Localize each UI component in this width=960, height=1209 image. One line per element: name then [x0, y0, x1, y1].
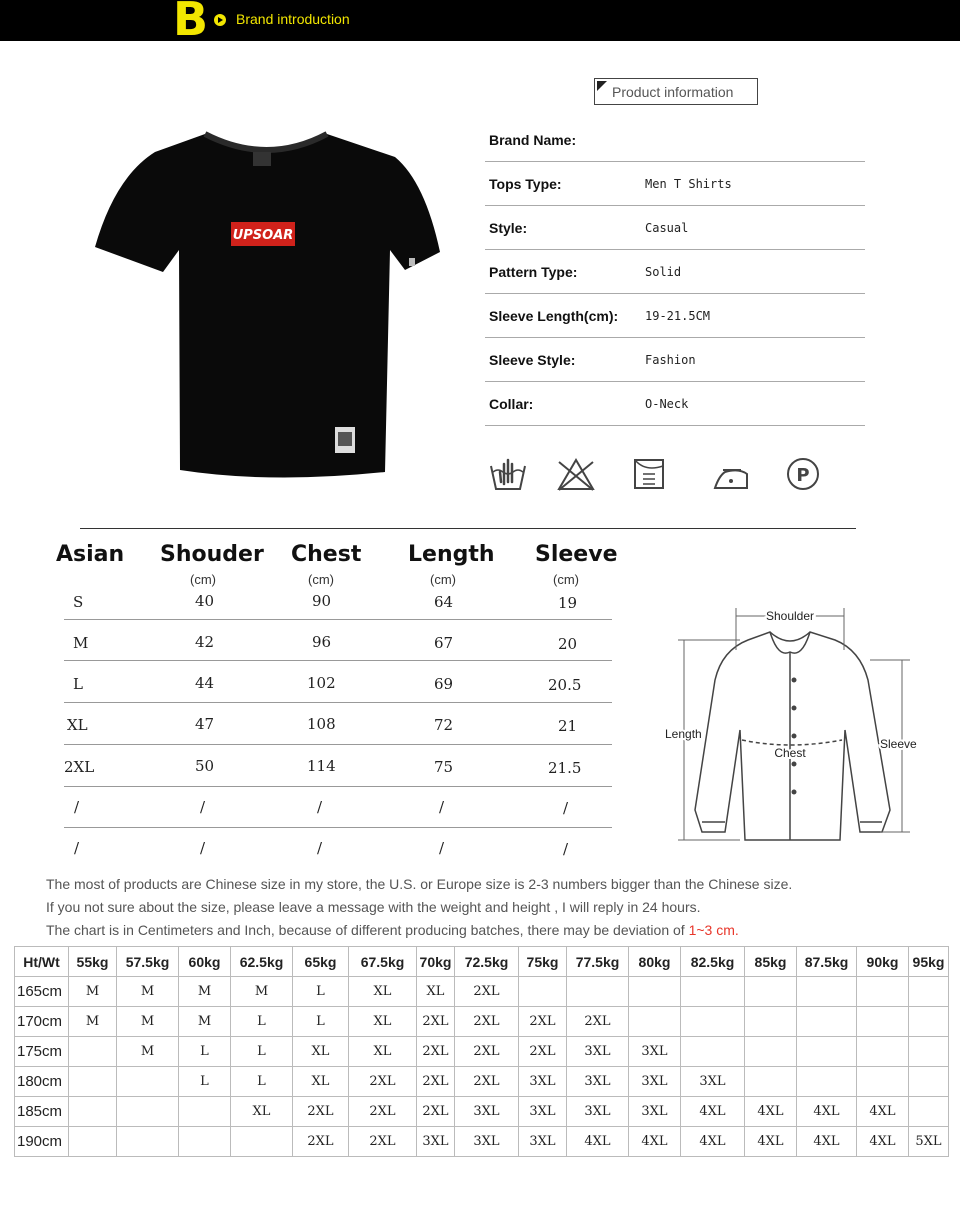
size-cell: 21.5	[548, 759, 582, 777]
hw-header: 60kg	[179, 947, 231, 977]
hw-header: 77.5kg	[567, 947, 629, 977]
spec-value: Casual	[645, 221, 689, 235]
hw-cell	[797, 1007, 857, 1037]
row-divider	[64, 619, 612, 620]
hw-row	[15, 1097, 949, 1127]
hw-cell: M	[69, 1007, 117, 1037]
hw-cell: L	[179, 1067, 231, 1097]
hw-cell: M	[179, 977, 231, 1007]
spec-row-brand	[485, 118, 865, 162]
deviation-highlight: 1~3 cm.	[688, 922, 739, 938]
size-cell: /	[563, 840, 569, 858]
hw-cell	[69, 1097, 117, 1127]
hw-cell	[909, 977, 949, 1007]
hw-cell	[857, 1007, 909, 1037]
hw-header: 87.5kg	[797, 947, 857, 977]
size-cell: L	[73, 675, 83, 693]
hw-cell: 2XL	[417, 1007, 455, 1037]
size-header-asian: Asian	[56, 542, 125, 567]
diagram-label-length: Length	[665, 727, 702, 741]
unit-label: (cm)	[190, 572, 216, 587]
hw-header: 67.5kg	[349, 947, 417, 977]
size-cell: 2XL	[64, 758, 95, 776]
hw-cell	[797, 1037, 857, 1067]
size-cell: /	[317, 839, 323, 857]
hw-row	[15, 1037, 949, 1067]
hw-cell: XL	[349, 977, 417, 1007]
hw-cell	[909, 1007, 949, 1037]
size-cell: 90	[312, 592, 332, 610]
size-cell: 114	[307, 757, 336, 775]
hw-cell	[681, 977, 745, 1007]
spec-key: Brand Name:	[489, 132, 577, 148]
size-cell: M	[73, 634, 89, 652]
row-divider	[64, 744, 612, 745]
hw-header: 80kg	[629, 947, 681, 977]
hw-cell	[681, 1037, 745, 1067]
hw-cell: 3XL	[519, 1097, 567, 1127]
spec-row-pattern	[485, 250, 865, 294]
hw-cell: XL	[349, 1037, 417, 1067]
hw-row-height: 175cm	[15, 1037, 69, 1067]
size-cell: 20	[558, 635, 578, 653]
banner-title: Brand introduction	[236, 11, 350, 27]
hw-cell	[745, 1037, 797, 1067]
hw-cell: 3XL	[455, 1127, 519, 1157]
size-cell: 21	[558, 717, 578, 735]
hw-cell	[857, 1037, 909, 1067]
hw-cell	[231, 1127, 293, 1157]
hw-cell: 3XL	[455, 1097, 519, 1127]
dry-clean-icon	[784, 456, 824, 492]
spec-key: Sleeve Length(cm):	[489, 308, 619, 324]
line-dry-icon	[631, 456, 671, 492]
banner-letter: B	[173, 0, 209, 46]
spec-value: Men T Shirts	[645, 177, 732, 191]
hw-cell: 3XL	[629, 1097, 681, 1127]
hw-cell: 3XL	[629, 1067, 681, 1097]
hw-cell	[797, 1067, 857, 1097]
spec-row-style	[485, 206, 865, 250]
spec-row-collar	[485, 382, 865, 426]
hw-cell: 2XL	[519, 1037, 567, 1067]
hw-cell: 4XL	[567, 1127, 629, 1157]
hw-cell	[69, 1037, 117, 1067]
size-note-3	[46, 922, 739, 938]
diagram-label-shoulder: Shoulder	[765, 609, 815, 623]
size-cell: 50	[195, 757, 215, 775]
hw-cell	[857, 1067, 909, 1097]
size-header-length: Length	[408, 542, 495, 567]
spec-row-sleeve-style	[485, 338, 865, 382]
size-cell: XL	[67, 716, 88, 734]
note-text: The chart is in Centimeters and Inch, because of different producing batches, there may be deviation of	[46, 922, 689, 938]
hw-cell: M	[117, 1037, 179, 1067]
hw-cell	[909, 1067, 949, 1097]
hw-cell: 3XL	[681, 1067, 745, 1097]
hw-cell: 2XL	[293, 1097, 349, 1127]
hw-cell: 3XL	[629, 1037, 681, 1067]
hw-header: 65kg	[293, 947, 349, 977]
size-cell: /	[200, 798, 206, 816]
size-cell: 47	[195, 715, 215, 733]
size-note-1: The most of products are Chinese size in my store, the U.S. or Europe size is 2-3 numbers bigger than the Chinese size.	[46, 876, 793, 892]
spec-value: Fashion	[645, 353, 696, 367]
hw-cell: 4XL	[857, 1097, 909, 1127]
row-divider	[64, 702, 612, 703]
size-cell: 108	[307, 715, 336, 733]
hw-row-height: 190cm	[15, 1127, 69, 1157]
hw-cell: 2XL	[293, 1127, 349, 1157]
hw-cell: L	[293, 1007, 349, 1037]
hw-cell: 2XL	[417, 1037, 455, 1067]
size-cell: 44	[195, 674, 215, 692]
hw-header: 55kg	[69, 947, 117, 977]
shirt-logo-text: UPSOAR	[232, 228, 294, 243]
hw-header: 95kg	[909, 947, 949, 977]
hw-cell	[745, 1067, 797, 1097]
size-cell: /	[200, 839, 206, 857]
hw-cell: 3XL	[417, 1127, 455, 1157]
hw-cell	[909, 1097, 949, 1127]
hw-cell: M	[179, 1007, 231, 1037]
row-divider	[64, 660, 612, 661]
hw-header: 75kg	[519, 947, 567, 977]
hw-cell	[117, 1067, 179, 1097]
hw-cell: 3XL	[519, 1127, 567, 1157]
hw-cell: XL	[293, 1067, 349, 1097]
size-header-chest: Chest	[291, 542, 362, 567]
size-cell: 40	[195, 592, 215, 610]
spec-key: Tops Type:	[489, 176, 562, 192]
size-cell: 42	[195, 633, 215, 651]
size-header-shoulder: Shouder	[160, 542, 264, 567]
hw-cell: 2XL	[349, 1067, 417, 1097]
hw-header: 70kg	[417, 947, 455, 977]
unit-label: (cm)	[430, 572, 456, 587]
hw-cell: XL	[417, 977, 455, 1007]
hw-cell: 2XL	[455, 1067, 519, 1097]
size-header-sleeve: Sleeve	[535, 542, 618, 567]
size-note-2: If you not sure about the size, please leave a message with the weight and height , I will reply in 24 hours.	[46, 899, 701, 915]
no-bleach-icon	[556, 456, 596, 492]
hw-cell: 2XL	[349, 1097, 417, 1127]
hw-cell: 2XL	[417, 1097, 455, 1127]
hw-row	[15, 1007, 949, 1037]
hw-cell: 4XL	[857, 1127, 909, 1157]
hw-cell	[745, 977, 797, 1007]
size-cell: /	[439, 839, 445, 857]
hw-cell	[629, 1007, 681, 1037]
size-cell: 67	[434, 634, 454, 652]
iron-low-icon	[711, 456, 751, 492]
hw-header: 62.5kg	[231, 947, 293, 977]
hw-header: 90kg	[857, 947, 909, 977]
svg-text:P: P	[796, 465, 810, 486]
spec-row-sleeve-length	[485, 294, 865, 338]
hw-header-row	[15, 947, 949, 977]
hw-cell: XL	[231, 1097, 293, 1127]
hw-row	[15, 1067, 949, 1097]
size-cell: /	[74, 839, 80, 857]
hw-cell: 2XL	[455, 1007, 519, 1037]
hw-cell: 3XL	[519, 1067, 567, 1097]
spec-value: Solid	[645, 265, 682, 279]
hw-header: Ht/Wt	[15, 947, 69, 977]
hw-cell: M	[117, 1007, 179, 1037]
hw-cell	[117, 1127, 179, 1157]
size-cell: /	[74, 798, 80, 816]
hw-header: 82.5kg	[681, 947, 745, 977]
spec-row-tops-type	[485, 162, 865, 206]
height-weight-table	[14, 946, 949, 1157]
product-info-title: Product information	[612, 84, 734, 100]
hw-cell: 4XL	[745, 1127, 797, 1157]
unit-label: (cm)	[553, 572, 579, 587]
hw-cell	[179, 1127, 231, 1157]
spec-key: Pattern Type:	[489, 264, 578, 280]
hw-cell	[179, 1097, 231, 1127]
hw-cell	[69, 1067, 117, 1097]
hw-cell: 2XL	[455, 1037, 519, 1067]
size-cell: 19	[558, 594, 578, 612]
product-info-heading	[594, 78, 758, 105]
hw-cell: 3XL	[567, 1037, 629, 1067]
diagram-label-chest: Chest	[774, 746, 806, 760]
hw-cell: 4XL	[681, 1127, 745, 1157]
hw-cell: 4XL	[629, 1127, 681, 1157]
spec-key: Collar:	[489, 396, 534, 412]
unit-label: (cm)	[308, 572, 334, 587]
hw-row	[15, 977, 949, 1007]
hw-cell: 4XL	[797, 1127, 857, 1157]
spec-value: 19-21.5CM	[645, 309, 711, 323]
hw-cell: M	[69, 977, 117, 1007]
hw-header: 57.5kg	[117, 947, 179, 977]
size-cell: 72	[434, 716, 454, 734]
section-divider	[80, 528, 856, 529]
hw-cell: 3XL	[567, 1097, 629, 1127]
spec-key: Style:	[489, 220, 528, 236]
hw-row	[15, 1127, 949, 1157]
hw-row-height: 180cm	[15, 1067, 69, 1097]
hw-cell: 2XL	[455, 977, 519, 1007]
hw-cell	[745, 1007, 797, 1037]
hw-header: 85kg	[745, 947, 797, 977]
size-cell: 96	[312, 633, 332, 651]
brand-banner	[0, 0, 960, 46]
hw-cell	[117, 1097, 179, 1127]
hw-cell	[567, 977, 629, 1007]
hw-cell: 2XL	[567, 1007, 629, 1037]
hw-cell: 2XL	[417, 1067, 455, 1097]
size-cell: /	[563, 799, 569, 817]
hw-cell: XL	[349, 1007, 417, 1037]
hw-cell: 4XL	[681, 1097, 745, 1127]
hw-cell: 3XL	[567, 1067, 629, 1097]
spec-value: O-Neck	[645, 397, 689, 411]
hw-cell	[909, 1037, 949, 1067]
hw-cell	[857, 977, 909, 1007]
hw-cell	[519, 977, 567, 1007]
size-cell: 64	[434, 593, 454, 611]
hw-cell	[681, 1007, 745, 1037]
hw-cell: XL	[293, 1037, 349, 1067]
size-cell: /	[439, 798, 445, 816]
hw-row-height: 165cm	[15, 977, 69, 1007]
hw-cell: M	[117, 977, 179, 1007]
size-cell: S	[73, 593, 84, 611]
hw-row-height: 185cm	[15, 1097, 69, 1127]
size-cell: /	[317, 798, 323, 816]
diagram-label-sleeve: Sleeve	[880, 737, 917, 751]
hw-cell: L	[179, 1037, 231, 1067]
size-cell: 75	[434, 758, 454, 776]
hw-cell: 4XL	[797, 1097, 857, 1127]
play-circle-icon	[214, 14, 226, 26]
hw-cell: 5XL	[909, 1127, 949, 1157]
row-divider	[64, 786, 612, 787]
hw-cell	[629, 977, 681, 1007]
hw-cell: M	[231, 977, 293, 1007]
measurement-diagram	[660, 600, 920, 850]
hw-row-height: 170cm	[15, 1007, 69, 1037]
hw-cell: 4XL	[745, 1097, 797, 1127]
hw-cell	[69, 1127, 117, 1157]
hand-wash-icon	[488, 456, 528, 492]
hw-cell: L	[231, 1067, 293, 1097]
hw-cell	[797, 977, 857, 1007]
hw-cell: L	[231, 1037, 293, 1067]
size-cell: 69	[434, 675, 454, 693]
hw-cell: 2XL	[519, 1007, 567, 1037]
size-cell: 102	[307, 674, 336, 692]
hw-cell: L	[231, 1007, 293, 1037]
tshirt-image	[95, 122, 440, 492]
spec-key: Sleeve Style:	[489, 352, 576, 368]
hw-cell: L	[293, 977, 349, 1007]
row-divider	[64, 827, 612, 828]
size-cell: 20.5	[548, 676, 582, 694]
hw-cell: 2XL	[349, 1127, 417, 1157]
hw-header: 72.5kg	[455, 947, 519, 977]
